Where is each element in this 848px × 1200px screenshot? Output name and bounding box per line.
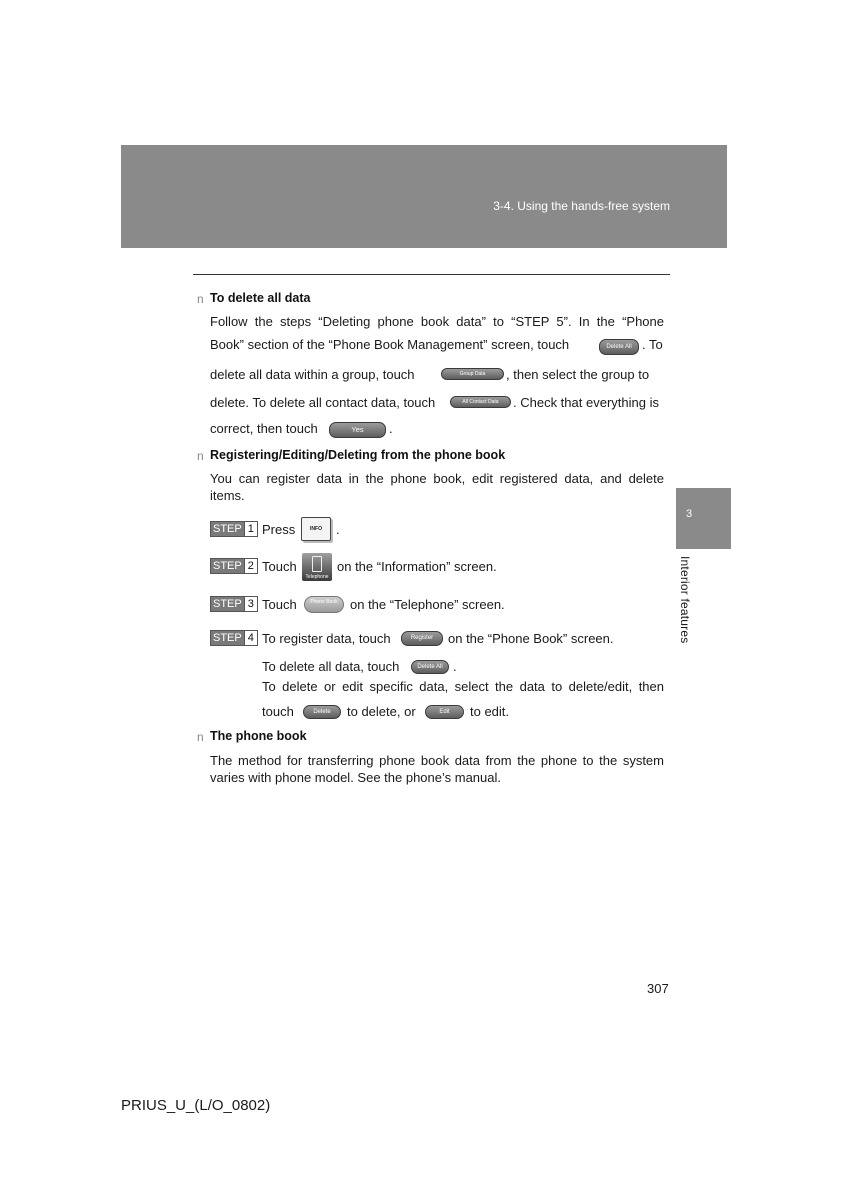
info-button[interactable]: INFO (301, 517, 331, 541)
register-button[interactable]: Register (401, 631, 443, 646)
edit-button[interactable]: Edit (425, 705, 464, 719)
header-rule (193, 274, 670, 275)
chapter-label: Interior features (678, 556, 692, 644)
step-text: Press (262, 522, 296, 537)
section-heading-phone-book: The phone book (210, 729, 307, 743)
text-line: delete all data within a group, touch (210, 367, 415, 382)
step-number: 1 (244, 522, 257, 536)
text-line: . Check that everything is (513, 395, 659, 410)
bullet-icon: n (197, 449, 204, 463)
text-line: . To (642, 337, 663, 352)
step-text: Touch (262, 597, 297, 612)
step-text: Touch (262, 559, 297, 574)
step-badge-2 (210, 558, 258, 574)
step-word: STEP (213, 598, 242, 610)
step-number: 2 (244, 559, 257, 573)
phone-icon (312, 556, 322, 572)
step-text: on the “Telephone” screen. (350, 597, 505, 612)
text-line: correct, then touch (210, 421, 318, 436)
bullet-icon: n (197, 730, 204, 744)
step-word: STEP (213, 523, 242, 535)
group-data-button[interactable]: Group Data (441, 368, 504, 380)
step-text: To register data, touch (262, 631, 391, 646)
step-text: on the “Information” screen. (337, 559, 497, 574)
page-number: 307 (647, 981, 669, 996)
text-line: Book” section of the “Phone Book Management” screen, touch (210, 337, 570, 352)
chapter-number: 3 (686, 508, 693, 520)
step-badge-3 (210, 596, 258, 612)
text-line: delete. To delete all contact data, touch (210, 395, 436, 410)
step-badge-4 (210, 630, 258, 646)
text-line: Follow the steps “Deleting phone book data” to “STEP 5”. In the “Phone (210, 314, 664, 329)
text-line: touch (262, 704, 294, 719)
text-line: To delete all data, touch (262, 659, 400, 674)
step-number: 3 (244, 597, 257, 611)
step-badge-1 (210, 521, 258, 537)
text-line: . (453, 659, 457, 674)
phone-book-button[interactable]: Phone Book (304, 596, 344, 613)
text-line: To delete or edit specific data, select the data to delete/edit, then (262, 679, 664, 694)
telephone-label: Telephone (305, 574, 329, 580)
delete-all-button[interactable]: Delete All (411, 660, 449, 674)
step-number: 4 (244, 631, 257, 645)
delete-button[interactable]: Delete (303, 705, 341, 719)
section-heading-register: Registering/Editing/Deleting from the phone book (210, 448, 506, 462)
chapter-tab (676, 488, 731, 549)
step-word: STEP (213, 560, 242, 572)
chapter-header-band (121, 145, 727, 248)
step-word: STEP (213, 632, 242, 644)
section-heading-delete-all: To delete all data (210, 291, 311, 305)
step-text: . (336, 522, 340, 537)
step-text: on the “Phone Book” screen. (448, 631, 614, 646)
telephone-button[interactable] (302, 553, 332, 581)
section-body: The method for transferring phone book data from the phone to the system varies with phone model. See the phone’s manual. (210, 753, 664, 785)
section-title: 3-4. Using the hands-free system (493, 199, 670, 213)
section-intro: You can register data in the phone book, edit registered data, and delete items. (210, 471, 664, 503)
text-line: to edit. (470, 704, 510, 719)
text-line: to delete, or (347, 704, 416, 719)
text-line: . (389, 421, 393, 436)
footer-code: PRIUS_U_(L/O_0802) (121, 1097, 271, 1114)
delete-all-button[interactable]: Delete All (599, 339, 639, 355)
text-line: , then select the group to (506, 367, 650, 382)
bullet-icon: n (197, 292, 204, 306)
yes-button[interactable]: Yes (329, 422, 386, 438)
all-contact-data-button[interactable]: All Contact Data (450, 396, 511, 408)
